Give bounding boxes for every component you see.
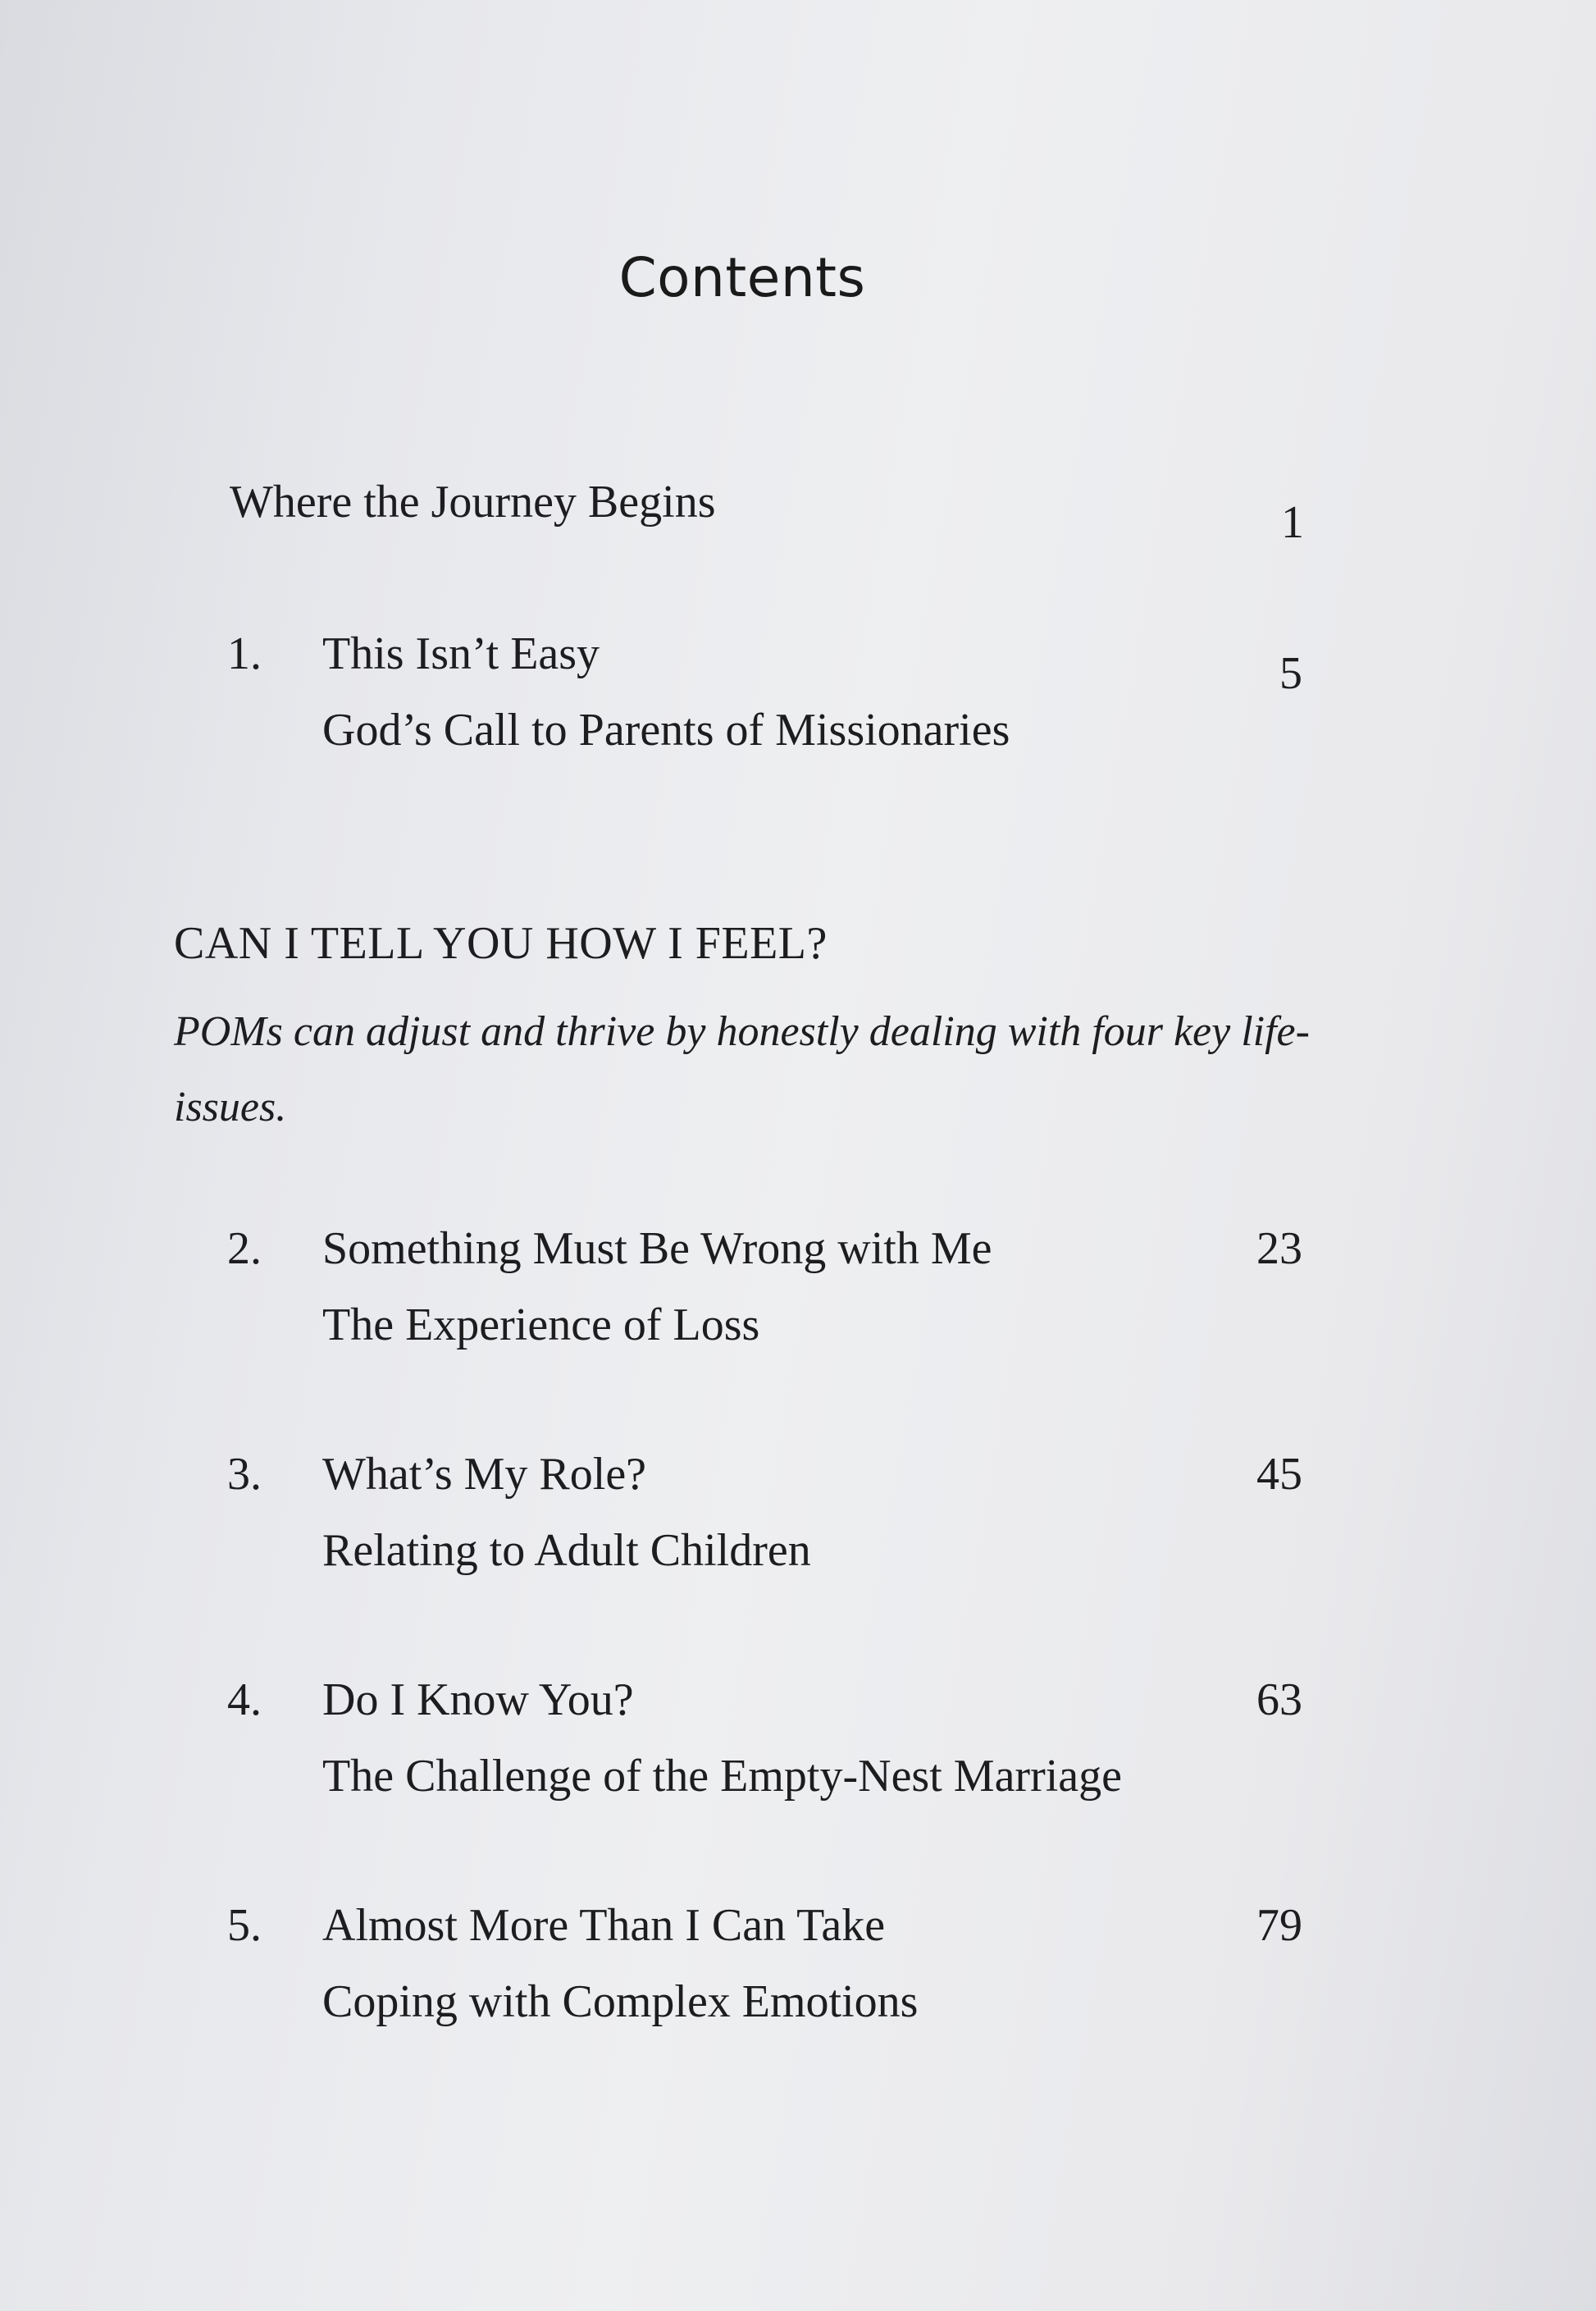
- chapter-title: This Isn’t Easy: [322, 628, 600, 679]
- chapter-subtitle: God’s Call to Parents of Missionaries: [322, 705, 1010, 756]
- chapter-number: 3.: [227, 1449, 262, 1500]
- toc-entry-chapter-3: [0, 1448, 1596, 1579]
- section-description: POMs can adjust and thrive by honestly dealing with four key life-issues.: [174, 1008, 1310, 1130]
- chapter-title: Do I Know You?: [322, 1674, 634, 1725]
- chapter-page-number: 45: [1256, 1449, 1302, 1500]
- chapter-number: 1.: [227, 628, 262, 679]
- chapter-page-number: 23: [1256, 1223, 1302, 1274]
- toc-entry-chapter-2: [0, 1222, 1596, 1354]
- section-heading: CAN I TELL YOU HOW I FEEL?: [174, 918, 828, 969]
- chapter-number: 2.: [227, 1223, 262, 1274]
- chapter-subtitle: The Challenge of the Empty-Nest Marriage: [322, 1751, 1122, 1802]
- chapter-page-number: 63: [1256, 1674, 1302, 1725]
- chapter-subtitle: Coping with Complex Emotions: [322, 1976, 919, 2027]
- chapter-subtitle: The Experience of Loss: [322, 1299, 760, 1350]
- chapter-title: Something Must Be Wrong with Me: [322, 1223, 992, 1274]
- intro-page-number: 1: [1281, 497, 1304, 548]
- chapter-page-number: 79: [1256, 1900, 1302, 1951]
- chapter-title: What’s My Role?: [322, 1449, 647, 1500]
- toc-entry-chapter-1: [0, 628, 1596, 759]
- contents-heading: Contents: [618, 246, 866, 309]
- chapter-number: 5.: [227, 1900, 262, 1951]
- toc-entry-chapter-5: [0, 1899, 1596, 2030]
- chapter-subtitle: Relating to Adult Children: [322, 1525, 811, 1576]
- chapter-title: Almost More Than I Can Take: [322, 1900, 886, 1951]
- chapter-number: 4.: [227, 1674, 262, 1725]
- toc-entry-chapter-4: [0, 1674, 1596, 1805]
- intro-title: Where the Journey Begins: [230, 477, 716, 528]
- chapter-page-number: 5: [1279, 648, 1302, 699]
